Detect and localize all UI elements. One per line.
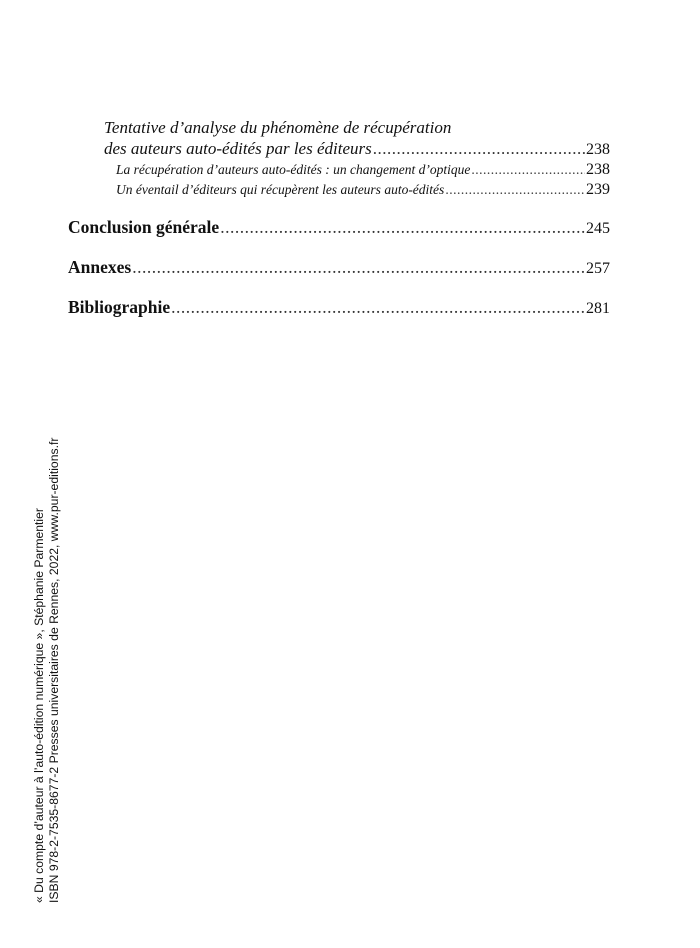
toc-entry-label: Annexes — [68, 257, 132, 277]
toc-leader-dots — [220, 216, 585, 238]
toc-leader-dots — [132, 256, 585, 278]
side-credit-notice — [32, 438, 61, 903]
toc-subsection-title — [68, 117, 610, 138]
toc-leader-dots — [171, 296, 585, 318]
side-credit-line1: « Du compte d’auteur à l’auto-édition numérique », Stéphanie Parmentier — [32, 508, 46, 903]
toc-page-number: 281 — [586, 300, 610, 317]
toc-subsection-entry[interactable] — [68, 138, 610, 160]
toc-subsection-title-line2: des auteurs auto-édités par les éditeurs — [104, 139, 372, 158]
toc-subsubsection-entry[interactable] — [68, 180, 610, 200]
toc-entry-label: Un éventail d’éditeurs qui récupèrent les auteurs auto-édités — [116, 182, 445, 197]
toc-chapter-entry[interactable] — [68, 296, 610, 320]
side-credit-line2: ISBN 978-2-7535-8677-2 Presses universitaires de Rennes, 2022, www.pur-editions.fr — [46, 437, 61, 903]
toc-page-number: 239 — [586, 181, 610, 198]
toc-subsection-title-line1: Tentative d’analyse du phénomène de récupération — [104, 118, 452, 137]
toc-leader-dots — [445, 180, 585, 200]
toc-subsubsection-entry[interactable] — [68, 160, 610, 180]
toc-page-number: 238 — [586, 161, 610, 178]
toc-leader-dots — [373, 138, 585, 159]
toc-entry-label: Bibliographie — [68, 297, 171, 317]
toc-leader-dots — [471, 160, 585, 180]
toc-chapter-entry[interactable] — [68, 256, 610, 280]
toc-page-number: 257 — [586, 260, 610, 277]
toc-page-number: 238 — [586, 141, 610, 158]
toc-entry-label: Conclusion générale — [68, 217, 220, 237]
toc-chapter-entry[interactable] — [68, 216, 610, 240]
toc-page-number: 245 — [586, 220, 610, 237]
table-of-contents — [68, 117, 610, 320]
toc-entry-label: La récupération d’auteurs auto-édités : un changement d’optique — [116, 162, 471, 177]
